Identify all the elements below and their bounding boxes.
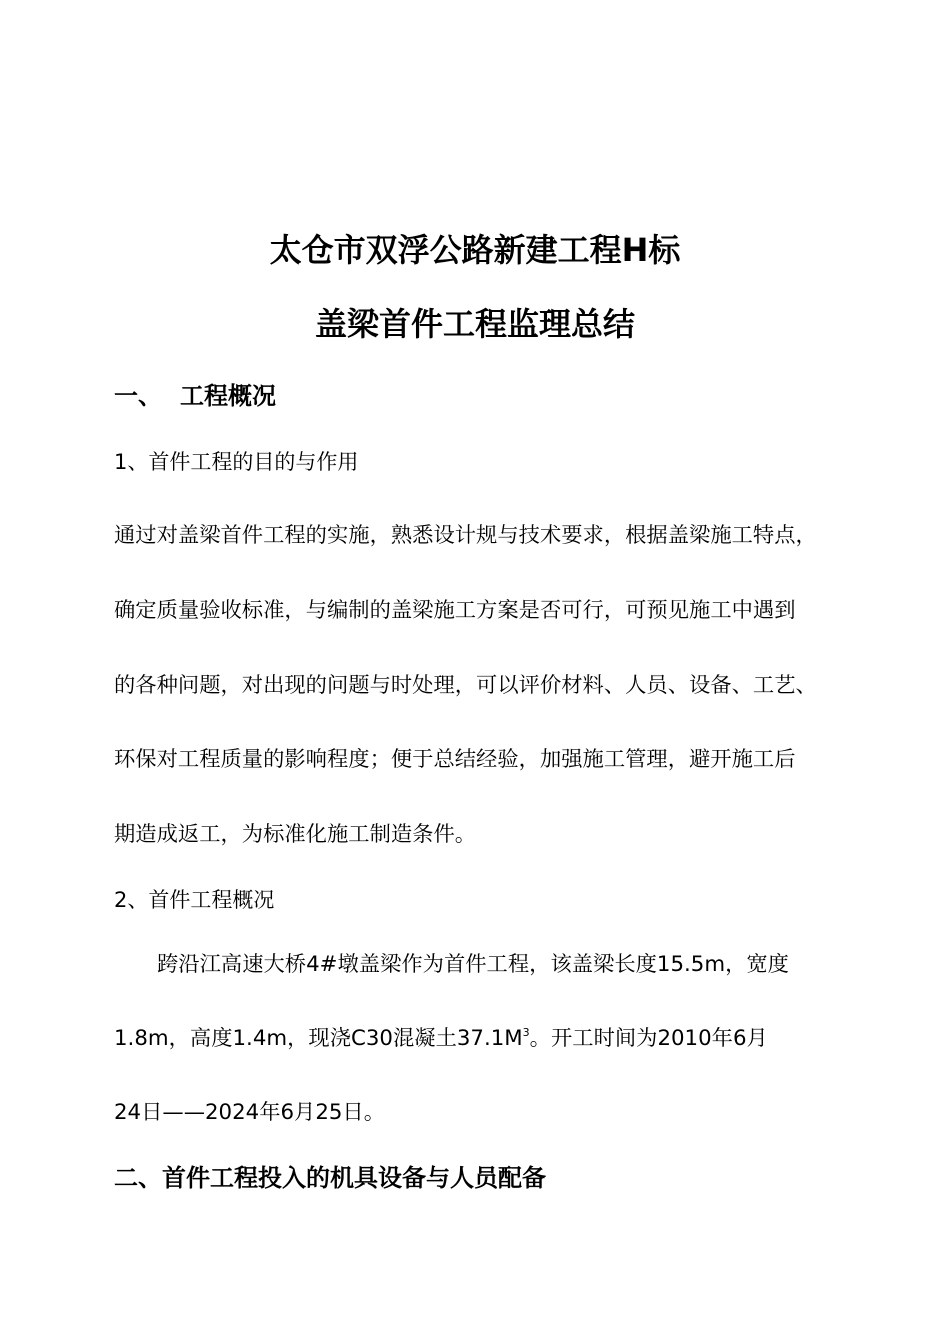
paragraph-line: 24日——2024年6月25日。 [114,1100,386,1125]
text-fragment: 。开工时间为2010年6月 [529,1026,768,1051]
text-fragment: 1.8m，高度1.4m，现浇C30混凝土37.1M [114,1026,523,1051]
paragraph-line: 确定质量验收标准，与编制的盖梁施工方案是否可行，可预见施工中遇到 [114,598,796,623]
paragraph-line [114,1024,768,1054]
section-number: 一、 [114,382,162,410]
superscript: 3 [522,1026,530,1039]
paragraph-line: 的各种问题，对出现的问题与时处理，可以评价材料、人员、设备、工艺、 [114,673,817,698]
subsection-heading-overview: 2、首件工程概况 [114,888,275,912]
document-title-line2: 盖梁首件工程监理总结 [314,305,635,343]
document-title-line1: 太仓市双浮公路新建工程H标 [269,231,681,269]
section-heading-equipment: 二、首件工程投入的机具设备与人员配备 [114,1164,546,1192]
subsection-heading-purpose: 1、首件工程的目的与作用 [114,450,359,474]
paragraph-line: 通过对盖梁首件工程的实施，熟悉设计规与技术要求，根据盖梁施工特点， [114,523,817,548]
paragraph-line: 环保对工程质量的影响程度；便于总结经验，加强施工管理，避开施工后 [114,747,796,772]
paragraph-line: 期造成返工，为标准化施工制造条件。 [114,822,477,847]
section-title: 工程概况 [180,382,276,410]
section-heading-overview [114,380,276,412]
paragraph-line: 跨沿江高速大桥4#墩盖梁作为首件工程，该盖梁长度15.5m，宽度 [157,952,789,977]
